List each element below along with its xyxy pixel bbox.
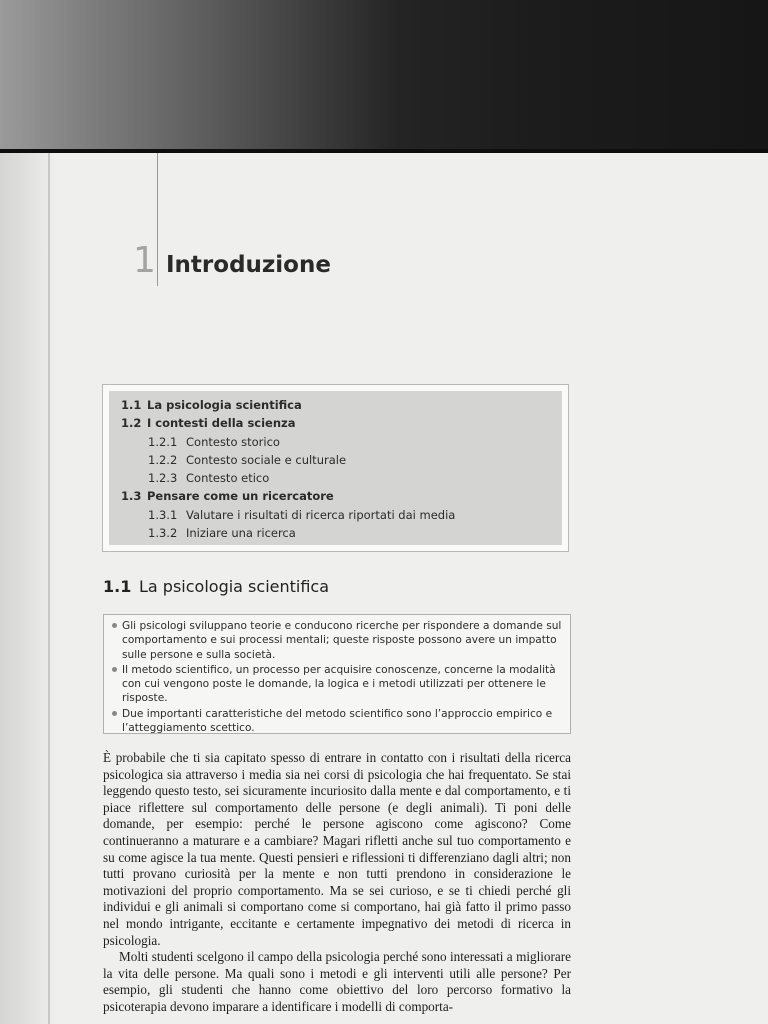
toc-subitem (121, 524, 562, 542)
toc-item-label: La psicologia scientifica (147, 398, 302, 412)
summary-point-text: Due importanti caratteristiche del metodo scientifico sono l’approccio empirico e l’atteggiamento scettico. (122, 707, 553, 735)
chapter-title: Introduzione (166, 252, 331, 278)
bullet-icon (112, 711, 117, 716)
scan-dark-header-band (0, 0, 768, 153)
toc-item-number: 1.2 (121, 416, 142, 431)
section-number: 1.1 (103, 577, 132, 596)
chapter-number: 1 (133, 240, 156, 281)
bullet-icon (112, 623, 117, 628)
toc-subitem (121, 469, 562, 487)
summary-point (122, 707, 562, 736)
toc-item-label: Contesto sociale e culturale (186, 452, 347, 467)
body-text (103, 750, 571, 1016)
toc-subitem (121, 506, 562, 524)
toc-item-label: Valutare i risultati di ricerca riportati dai media (186, 507, 456, 522)
toc-item-number: 1.2.1 (148, 434, 178, 449)
toc-item-number: 1.3.1 (148, 507, 178, 522)
toc-item (121, 396, 562, 414)
toc-item-label: Pensare come un ricercatore (147, 489, 334, 504)
toc-item (121, 414, 562, 432)
section-title: La psicologia scientifica (139, 577, 330, 596)
toc-item-label: I contesti della scienza (147, 416, 296, 431)
toc-subitem (121, 433, 562, 451)
page-binding-edge (48, 153, 50, 1024)
toc-item-number: 1.1 (121, 398, 142, 412)
toc-item-number: 1.2.3 (148, 471, 178, 486)
summary-point (122, 663, 562, 706)
toc-item-label: Contesto etico (186, 471, 270, 486)
toc-item-number: 1.2.2 (148, 452, 178, 467)
toc-item-number: 1.3.2 (148, 526, 178, 541)
chapter-vertical-rule (157, 153, 158, 286)
chapter-contents-list (109, 391, 562, 545)
summary-point-text: Gli psicologi sviluppano teorie e conducono ricerche per rispondere a domande sul comportamento e sui processi mentali; queste risposte possono avere un impatto sulle persone e sulla società. (122, 620, 562, 661)
toc-item-number: 1.3 (121, 489, 142, 504)
chapter-contents-box (102, 384, 569, 552)
bullet-icon (112, 667, 117, 672)
toc-item-label: Contesto storico (186, 434, 280, 449)
body-paragraph: È probabile che ti sia capitato spesso di entrare in contatto con i risultati della ricerca psicologica sia attraverso i media sia nei corsi di psicologia che hai frequentato. Se stai leggendo questo testo, sei sicuramente incuriosito dalla mente e dal comportamento, e ti piace riflettere sul comportamento delle persone (e degli animali). Ti poni delle domande, per esempio: perché le persone agiscono come agiscono? Come continueranno a maturare e a cambiare? Magari rifletti anche sul tuo comportamento e su come agisce la tua mente. Questi pensieri e riflessioni ti differenziano dagli altri; non tutti provano curiosità per la mente e non tutti prendono in considerazione le motivazioni del proprio comportamento. Ma se sei curioso, e se ti chiedi perché gli individui e gli animali si comportano come si comportano, hai già fatto il primo passo nel mondo intrigante, eccitante e certamente impegnativo dei metodi di ricerca in psicologia. (103, 750, 571, 948)
toc-subitem (121, 451, 562, 469)
summary-point (122, 619, 562, 662)
toc-item (121, 487, 562, 505)
section-summary-box (103, 614, 571, 734)
summary-point-text: Il metodo scientifico, un processo per acquisire conoscenze, concerne la modalità con cui vengono poste le domande, la logica e i metodi utilizzati per ottenere le risposte. (122, 663, 556, 705)
body-paragraph: Molti studenti scelgono il campo della psicologia perché sono interessati a migliorare la vita delle persone. Ma quali sono i metodi e gli interventi utili alle persone? Per esempio, gli studenti che hanno come obiettivo del loro percorso formativo la psicoterapia devono imparare a identificare i modelli di comporta- (103, 949, 571, 1014)
toc-item-label: Iniziare una ricerca (186, 526, 296, 541)
section-heading (103, 577, 329, 596)
